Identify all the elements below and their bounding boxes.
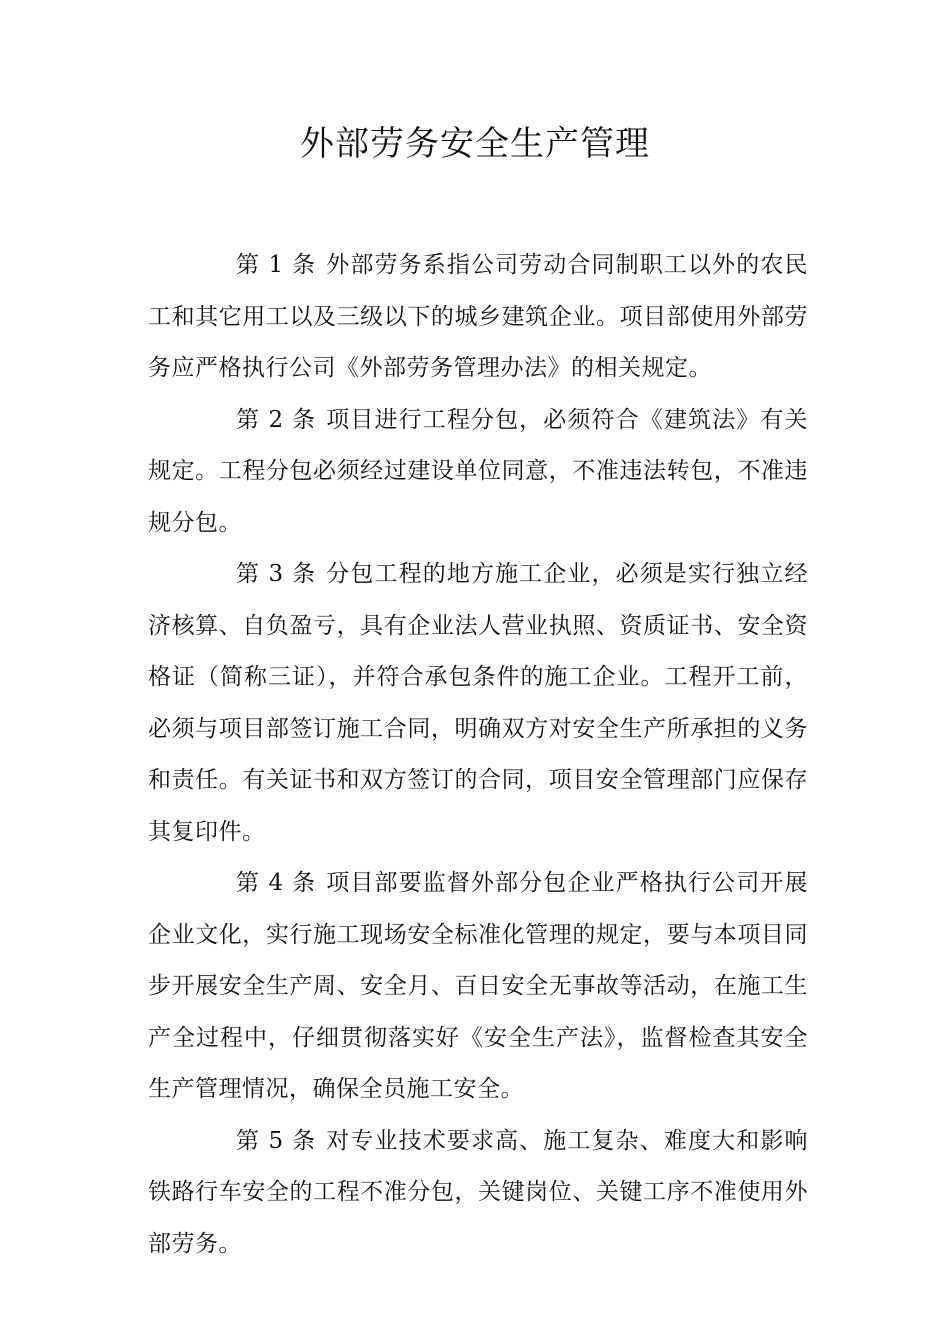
article-number: 第 4 条 [236, 870, 317, 896]
article-5 [148, 1116, 808, 1271]
article-number: 第 3 条 [236, 561, 317, 587]
article-number: 第 2 条 [236, 406, 317, 433]
document-title: 外部劳务安全生产管理 [300, 124, 650, 164]
article-text: 外部劳务系指公司劳动合同制职工以外的农民工和其它用工以及三级以下的城乡建筑企业。项目部使用外部劳务应严格执行公司《外部劳务管理办法》的相关规定。 [148, 252, 808, 381]
article-2 [148, 395, 808, 550]
article-text: 对专业技术要求高、施工复杂、难度大和影响铁路行车安全的工程不准分包，关键岗位、关键工序不准使用外部劳务。 [148, 1127, 808, 1257]
article-4 [148, 858, 808, 1116]
article-number: 第 1 条 [236, 252, 317, 278]
article-1 [148, 240, 808, 395]
article-3 [148, 549, 808, 858]
document-body [148, 240, 808, 1270]
article-text: 分包工程的地方施工企业，必须是实行独立经济核算、自负盈亏，具有企业法人营业执照、资质证书、安全资格证（简称三证），并符合承包条件的施工企业。工程开工前，必须与项目部签订施工合同，明确双方对安全生产所承担的义务和责任。有关证书和双方签订的合同，项目安全管理部门应保存其复印件。 [148, 561, 808, 845]
article-number: 第 5 条 [236, 1127, 317, 1154]
article-text: 项目部要监督外部分包企业严格执行公司开展企业文化，实行施工现场安全标准化管理的规定，要与本项目同步开展安全生产周、安全月、百日安全无事故等活动，在施工生产全过程中，仔细贯彻落实好《安全生产法》，监督检查其安全生产管理情况，确保全员施工安全。 [148, 870, 808, 1102]
article-text: 项目进行工程分包，必须符合《建筑法》有关规定。工程分包必须经过建设单位同意，不准违法转包，不准违规分包。 [148, 406, 808, 536]
